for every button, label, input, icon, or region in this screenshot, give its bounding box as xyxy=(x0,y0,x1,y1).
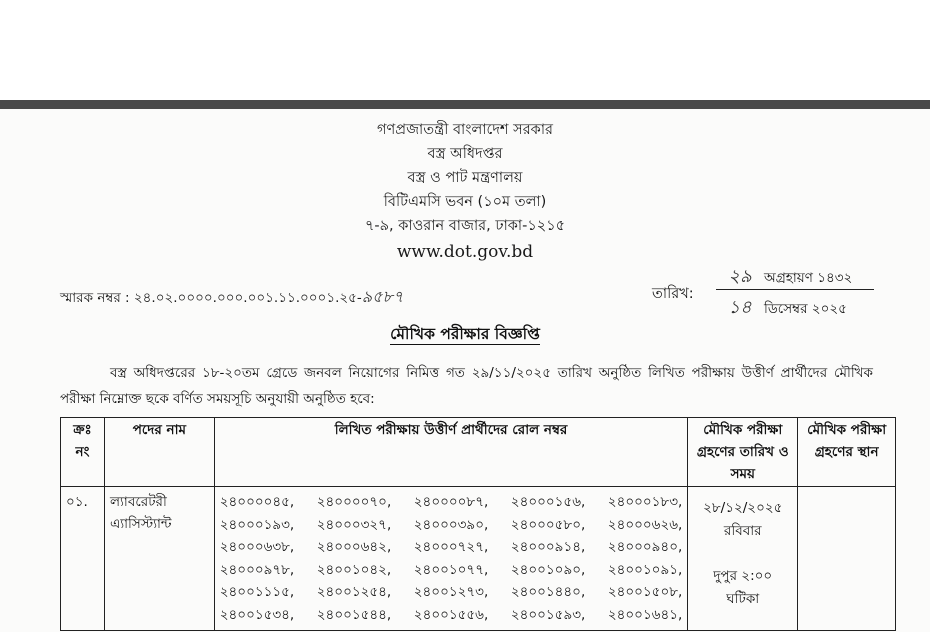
header-post: পদের নাম xyxy=(104,418,214,487)
roll-line xyxy=(220,604,683,627)
roll-number: ২৪০০০১৯৩, xyxy=(219,516,295,533)
exam-date: ২৮/১২/২০২৫ xyxy=(703,500,783,516)
header-serial: ক্রঃ নং xyxy=(61,418,105,487)
roll-number: ২৪০০১০৪২, xyxy=(316,561,392,578)
roll-line xyxy=(220,559,683,582)
roll-number: ২৪০০০৭২৭, xyxy=(413,539,489,555)
department-name: বস্ত্র অধিদপ্তর xyxy=(427,146,503,162)
roll-number: ২৪০০১৫৪৪, xyxy=(316,606,392,623)
roll-number: ২৪০০০০৭০, xyxy=(316,494,392,510)
roll-number: ২৪০০০৯১৪, xyxy=(510,539,586,555)
roll-number: ২৪০০০৩২৭, xyxy=(316,516,392,533)
letterhead xyxy=(0,118,930,266)
website-link[interactable]: www.dot.gov.bd xyxy=(396,242,534,262)
cell-rolls xyxy=(214,487,688,631)
paragraph-text: বস্ত্র অধিদপ্তরের ১৮-২০তম গ্রেডে জনবল নিয়োগের নিমিত্ত গত ২৯/১১/২০২৫ তারিখ অনুষ্ঠিত লিখিত পরীক্ষায় উত্তীর্ণ প্রার্থীদের মৌখিক পরীক্ষা নিম্নোক্ত ছকে বর্ণিত সময়সূচি অনুযায়ী অনুষ্ঠিত হবে: xyxy=(60,365,873,407)
roll-number: ২৪০০০৯৪০, xyxy=(607,539,683,555)
top-blank-area xyxy=(0,0,930,100)
exam-time: দুপুর ২:০০ xyxy=(713,568,773,584)
memo-number xyxy=(60,284,403,311)
cell-venue xyxy=(798,487,896,631)
notice-paragraph xyxy=(60,360,873,412)
roll-number: ২৪০০১৫৩৪, xyxy=(219,606,295,623)
roll-number: ২৪০০০১৮৩, xyxy=(607,494,683,510)
address: ৭-৯, কাওরান বাজার, ঢাকা-১২১৫ xyxy=(364,218,566,234)
roll-number: ২৪০০০৫৮০, xyxy=(510,516,586,533)
viewer-divider-bar xyxy=(0,100,930,109)
roll-number: ২৪০০০০৪৫, xyxy=(219,494,295,510)
bangla-month-year: অগ্রহায়ণ ১৪৩২ xyxy=(764,270,853,286)
memo-handwritten-number: ৯৫৮৭ xyxy=(361,287,404,306)
notice-title: মৌখিক পরীক্ষার বিজ্ঞপ্তি xyxy=(390,325,540,343)
roll-number: ২৪০০১৫৫৬, xyxy=(413,606,489,623)
english-day: ১৪ xyxy=(728,297,752,318)
table-row xyxy=(61,487,896,631)
roll-number: ২৪০০০০৮৭, xyxy=(413,494,489,510)
building-name: বিটিএমসি ভবন (১০ম তলা) xyxy=(383,194,547,210)
schedule-table xyxy=(60,417,896,631)
header-rolls: লিখিত পরীক্ষায় উত্তীর্ণ প্রার্থীদের রোল নম্বর xyxy=(214,418,688,487)
roll-number: ২৪০০০৬৩৮, xyxy=(219,539,295,555)
roll-number: ২৪০০০৯৭৮, xyxy=(219,561,295,578)
roll-number: ২৪০০০৬৪২, xyxy=(316,539,392,555)
roll-number: ২৪০০০১৫৬, xyxy=(510,494,586,510)
date-label: তারিখ: xyxy=(652,286,694,302)
memo-label: স্মারক নম্বর : ২৪.০২.০০০০.০০০.০০১.১১.০০০১.২৫- xyxy=(60,290,362,306)
cell-datetime xyxy=(688,487,798,631)
roll-line xyxy=(220,536,683,559)
roll-line xyxy=(220,581,683,604)
exam-day: রবিবার xyxy=(723,523,762,539)
roll-number: ২৪০০১৪৪০, xyxy=(510,584,586,600)
header-venue: মৌখিক পরীক্ষা গ্রহণের স্থান xyxy=(798,418,896,487)
roll-number: ২৪০০১৫০৮, xyxy=(607,584,683,600)
govt-name: গণপ্রজাতন্ত্রী বাংলাদেশ সরকার xyxy=(376,122,553,138)
bangla-day: ২৯ xyxy=(728,266,752,287)
roll-number: ২৪০০১০৯১, xyxy=(607,561,683,578)
exam-time-unit: ঘটিকা xyxy=(726,591,760,607)
roll-number: ২৪০০০৬২৬, xyxy=(607,516,683,533)
roll-number: ২৪০০১২৫৪, xyxy=(316,584,392,600)
roll-number: ২৪০০১১১৫, xyxy=(219,584,295,600)
cell-serial: ০১. xyxy=(61,487,105,631)
roll-line xyxy=(220,491,683,514)
roll-number: ২৪০০১২৭৩, xyxy=(413,584,489,600)
roll-number: ২৪০০১৬৪১, xyxy=(607,606,683,623)
roll-number: ২৪০০০৩৯০, xyxy=(413,516,489,533)
notice-title-wrap xyxy=(0,322,930,348)
roll-line xyxy=(220,514,683,537)
table-header-row xyxy=(61,418,896,487)
cell-post: ল্যাবরেটরী এ্যাসিস্ট্যান্ট xyxy=(104,487,214,631)
date-block xyxy=(716,262,874,317)
ministry-name: বস্ত্র ও পাট মন্ত্রণালয় xyxy=(407,170,523,186)
roll-number: ২৪০০১০৭৭, xyxy=(413,561,489,578)
roll-number: ২৪০০১০৯০, xyxy=(510,561,586,578)
english-month-year: ডিসেম্বর ২০২৫ xyxy=(764,301,847,317)
roll-number: ২৪০০১৫৯৩, xyxy=(510,606,586,623)
header-datetime: মৌখিক পরীক্ষা গ্রহণের তারিখ ও সময় xyxy=(688,418,798,487)
